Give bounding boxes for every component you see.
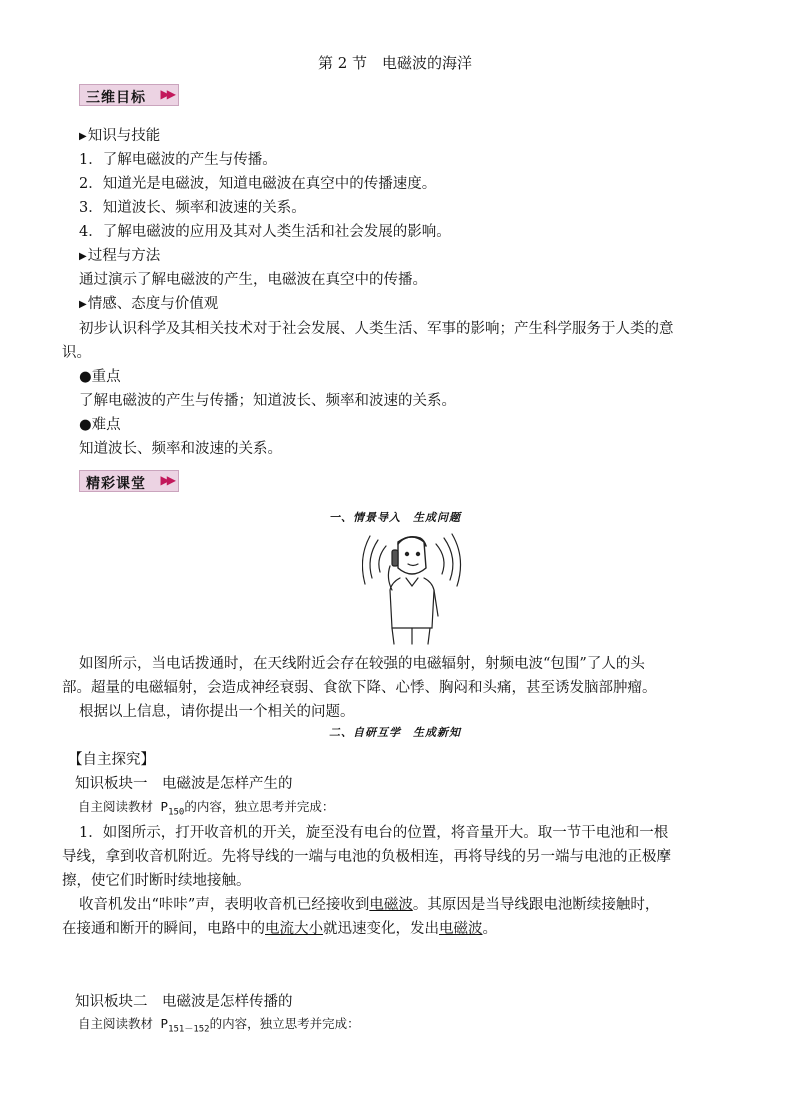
read-instruction-2 <box>78 1014 360 1035</box>
intro-text-1: 如图所示，当电话拨通时，在天线附近会存在较强的电磁辐射，射频电波“包围”了人的头 <box>79 656 645 672</box>
knowledge-item: 4．了解电磁波的应用及其对人类生活和社会发展的影响。 <box>79 224 451 240</box>
wave-line <box>444 538 453 580</box>
phone-user-illustration <box>362 528 462 646</box>
knowledge-heading-text: 知识与技能 <box>87 128 161 144</box>
question-1-line-2: 导线，拿到收音机附近。先将导线的一端与电池的负极相连，再将导线的另一端与电池的正极摩 <box>62 849 671 865</box>
answer-text: 收音机发出“咔咔”声，表明收音机已经接收到 <box>79 897 370 913</box>
page-title: 第 2 节 电磁波的海洋 <box>317 54 473 72</box>
difficulty-heading: ●难点 <box>79 417 121 433</box>
read-instruction-2-post: 的内容，独立思考并完成： <box>209 1016 360 1031</box>
triangle-bullet-icon: ▶ <box>79 251 87 262</box>
wave-line <box>436 544 444 574</box>
section-heading-1: 一、情景导入 生成问题 <box>329 511 461 524</box>
knowledge-item: 2．知道光是电磁波，知道电磁波在真空中的传播速度。 <box>79 176 437 192</box>
section-heading-2: 二、自研互学 生成新知 <box>329 726 461 739</box>
answer-line-1 <box>79 893 659 914</box>
answer-line-2 <box>62 917 497 938</box>
key-heading: ●重点 <box>79 369 121 385</box>
question-1-line-3: 擦，使它们时断时续地接触。 <box>62 873 251 889</box>
process-heading <box>79 244 160 265</box>
read-instruction-1 <box>78 797 334 818</box>
knowledge-item: 3．知道波长、频率和波速的关系。 <box>79 200 306 216</box>
emotion-heading <box>79 292 218 313</box>
key-text: 了解电磁波的产生与传播；知道波长、频率和波速的关系。 <box>79 393 456 409</box>
lesson-banner <box>79 470 179 492</box>
explore-heading: 【自主探究】 <box>68 752 155 768</box>
triangle-bullet-icon: ▶ <box>79 131 87 142</box>
answer-text: 。其原因是当导线跟电池断续接触时， <box>412 897 660 913</box>
knowledge-heading <box>79 124 160 145</box>
answer-text: 在接通和断开的瞬间，电路中的 <box>62 921 265 937</box>
answer-blank: 电磁波 <box>439 921 483 937</box>
page-ref-2: 151－152 <box>168 1024 210 1035</box>
answer-text: 就迅速变化，发出 <box>323 921 439 937</box>
goals-banner-label: 三维目标 <box>86 90 146 106</box>
block1-heading: 知识板块一 电磁波是怎样产生的 <box>75 776 293 792</box>
intro-text-3: 根据以上信息，请你提出一个相关的问题。 <box>79 704 355 720</box>
difficulty-text: 知道波长、频率和波速的关系。 <box>79 441 282 457</box>
emotion-text-1: 初步认识科学及其相关技术对于社会发展、人类生活、军事的影响；产生科学服务于人类的意 <box>79 321 674 337</box>
wave-line <box>379 546 386 572</box>
page-ref-1: 150 <box>168 807 185 818</box>
process-text: 通过演示了解电磁波的产生，电磁波在真空中的传播。 <box>79 272 427 288</box>
read-instruction-1-pre: 自主阅读教材 P <box>78 799 169 814</box>
read-instruction-2-pre: 自主阅读教材 P <box>78 1016 169 1031</box>
emotion-heading-text: 情感、态度与价值观 <box>87 296 219 312</box>
double-arrow-icon: ▶▶ <box>160 87 173 101</box>
wave-line <box>362 536 370 584</box>
question-1-line-1: 1．如图所示，打开收音机的开关，旋至没有电台的位置，将音量开大。取一节干电池和一根 <box>79 825 669 841</box>
emotion-text-2: 识。 <box>62 345 91 361</box>
answer-blank: 电磁波 <box>369 897 413 913</box>
triangle-bullet-icon: ▶ <box>79 299 87 310</box>
wave-line <box>370 540 378 578</box>
process-heading-text: 过程与方法 <box>87 248 161 264</box>
intro-text-2: 部。超量的电磁辐射，会造成神经衰弱、食欲下降、心悸、胸闷和头痛，甚至诱发脑部肿瘤。 <box>62 680 657 696</box>
knowledge-item: 1．了解电磁波的产生与传播。 <box>79 152 277 168</box>
goals-banner <box>79 84 179 106</box>
read-instruction-1-post: 的内容，独立思考并完成： <box>184 799 335 814</box>
answer-blank: 电流大小 <box>265 921 323 937</box>
double-arrow-icon: ▶▶ <box>160 473 173 487</box>
answer-text: 。 <box>482 921 497 937</box>
lesson-banner-label: 精彩课堂 <box>86 476 146 492</box>
block2-heading: 知识板块二 电磁波是怎样传播的 <box>75 994 293 1010</box>
